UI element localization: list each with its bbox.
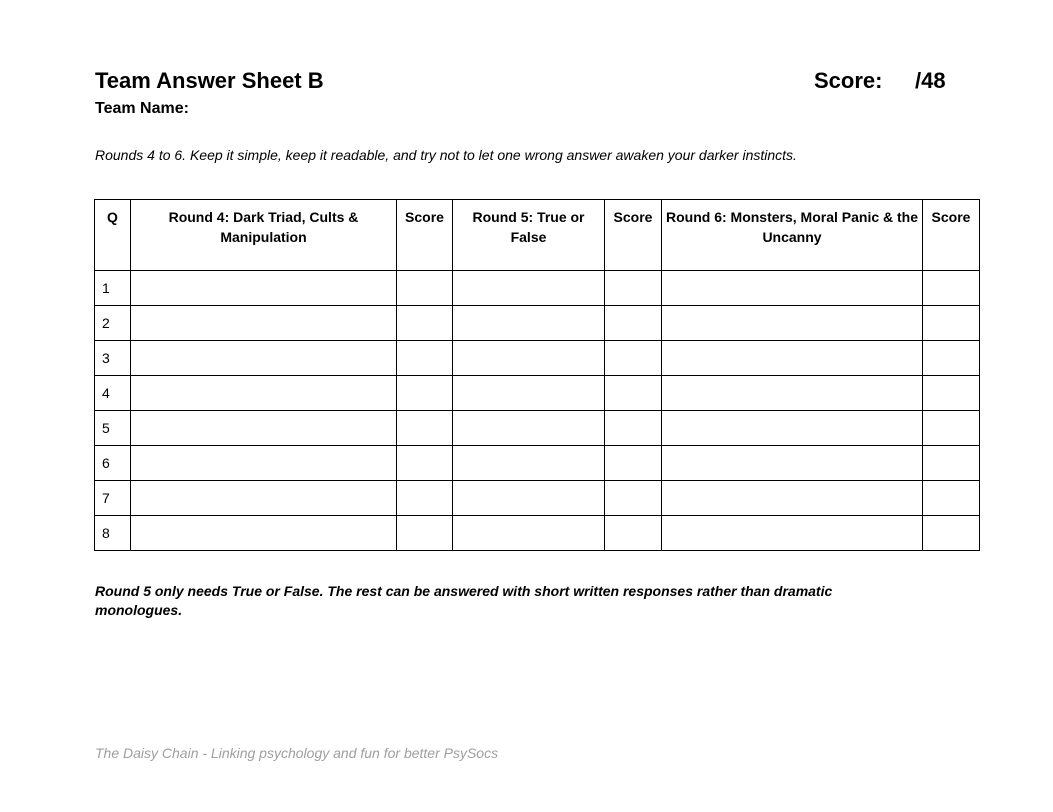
question-number: 6 [95, 446, 131, 481]
question-number: 2 [95, 306, 131, 341]
answer-table [94, 199, 980, 551]
header-round4: Round 4: Dark Triad, Cults & Manipulation [131, 200, 397, 271]
score-label: Score: [814, 68, 883, 93]
question-number: 1 [95, 271, 131, 306]
answer-round6-cell[interactable] [662, 271, 923, 306]
answer-round4-cell[interactable] [131, 516, 397, 551]
score-round6-cell[interactable] [923, 411, 980, 446]
score-round6-cell[interactable] [923, 516, 980, 551]
header-round6: Round 6: Monsters, Moral Panic & the Uncanny [662, 200, 923, 271]
score-round6-cell[interactable] [923, 341, 980, 376]
score-round6-cell[interactable] [923, 481, 980, 516]
header-q: Q [95, 200, 131, 271]
score-round4-cell[interactable] [397, 411, 453, 446]
score-round6-cell[interactable] [923, 376, 980, 411]
page-title: Team Answer Sheet B [95, 68, 324, 93]
score-round5-cell[interactable] [605, 306, 662, 341]
answer-round5-cell[interactable] [453, 341, 605, 376]
table-row [95, 376, 980, 411]
instruction-note: Round 5 only needs True or False. The rest can be answered with short written responses rather than dramatic monologues. [95, 583, 833, 618]
answer-round4-cell[interactable] [131, 306, 397, 341]
score-round5-cell[interactable] [605, 376, 662, 411]
answer-round6-cell[interactable] [662, 411, 923, 446]
score-round4-cell[interactable] [397, 376, 453, 411]
answer-round5-cell[interactable] [453, 446, 605, 481]
header-score4: Score [397, 200, 453, 271]
score-round4-cell[interactable] [397, 481, 453, 516]
header-round5: Round 5: True or False [453, 200, 605, 271]
score-round5-cell[interactable] [605, 481, 662, 516]
score-round4-cell[interactable] [397, 271, 453, 306]
team-name-label: Team Name: [95, 100, 189, 117]
answer-round5-cell[interactable] [453, 306, 605, 341]
score-round5-cell[interactable] [605, 271, 662, 306]
table-row [95, 516, 980, 551]
table-row [95, 446, 980, 481]
intro-text: Rounds 4 to 6. Keep it simple, keep it readable, and try not to let one wrong answer awaken your darker instincts. [95, 147, 797, 163]
table-row [95, 481, 980, 516]
score-round6-cell[interactable] [923, 271, 980, 306]
answer-round6-cell[interactable] [662, 306, 923, 341]
table-row [95, 271, 980, 306]
answer-round4-cell[interactable] [131, 446, 397, 481]
answer-round6-cell[interactable] [662, 516, 923, 551]
answer-round4-cell[interactable] [131, 411, 397, 446]
answer-round4-cell[interactable] [131, 481, 397, 516]
header-score5: Score [605, 200, 662, 271]
score-round6-cell[interactable] [923, 446, 980, 481]
header-score6: Score [923, 200, 980, 271]
score-round5-cell[interactable] [605, 341, 662, 376]
answer-round6-cell[interactable] [662, 481, 923, 516]
answer-round4-cell[interactable] [131, 376, 397, 411]
answer-round6-cell[interactable] [662, 341, 923, 376]
score-round6-cell[interactable] [923, 306, 980, 341]
score-round4-cell[interactable] [397, 516, 453, 551]
question-number: 7 [95, 481, 131, 516]
answer-round5-cell[interactable] [453, 411, 605, 446]
score-round5-cell[interactable] [605, 411, 662, 446]
answer-round4-cell[interactable] [131, 271, 397, 306]
score-round4-cell[interactable] [397, 341, 453, 376]
answer-round4-cell[interactable] [131, 341, 397, 376]
answer-round6-cell[interactable] [662, 446, 923, 481]
table-header-row [95, 200, 980, 271]
table-row [95, 411, 980, 446]
answer-round6-cell[interactable] [662, 376, 923, 411]
answer-round5-cell[interactable] [453, 376, 605, 411]
score-round5-cell[interactable] [605, 516, 662, 551]
answer-round5-cell[interactable] [453, 481, 605, 516]
score-total: /48 [915, 68, 946, 93]
answer-round5-cell[interactable] [453, 271, 605, 306]
question-number: 3 [95, 341, 131, 376]
question-number: 8 [95, 516, 131, 551]
score-round5-cell[interactable] [605, 446, 662, 481]
score-round4-cell[interactable] [397, 446, 453, 481]
question-number: 5 [95, 411, 131, 446]
table-row [95, 306, 980, 341]
footer-text: The Daisy Chain - Linking psychology and fun for better PsySocs [95, 745, 499, 761]
question-number: 4 [95, 376, 131, 411]
answer-round5-cell[interactable] [453, 516, 605, 551]
score-round4-cell[interactable] [397, 306, 453, 341]
table-row [95, 341, 980, 376]
